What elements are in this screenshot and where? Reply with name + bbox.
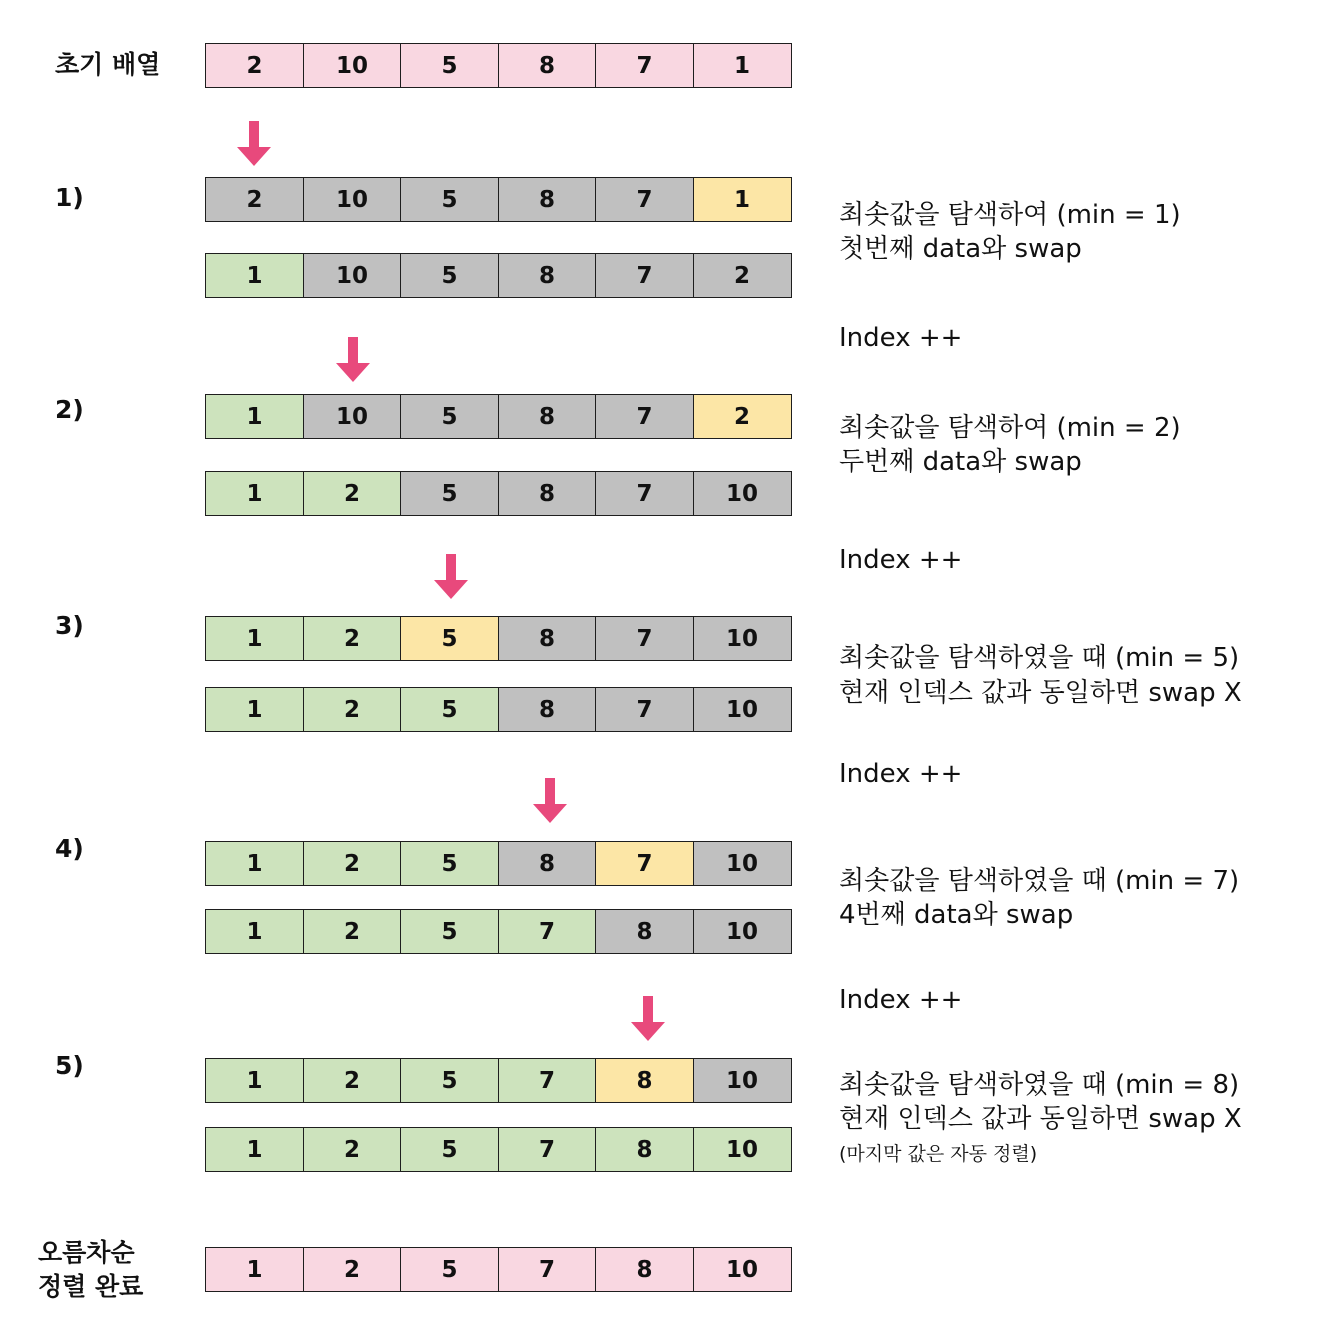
array-cell: 2	[303, 1058, 402, 1103]
note-step1-line2: 첫번째 data와 swap	[839, 234, 1082, 264]
array-cell: 1	[205, 841, 304, 886]
down-arrow-icon	[335, 337, 371, 383]
array-cell: 7	[595, 616, 694, 661]
array-cell: 10	[303, 177, 402, 222]
array-row-step5-result	[205, 1127, 799, 1172]
array-cell: 1	[205, 1127, 304, 1172]
array-cell: 1	[205, 909, 304, 954]
array-cell: 2	[303, 471, 402, 516]
array-cell: 10	[693, 1247, 792, 1292]
array-cell: 8	[498, 841, 597, 886]
step-label-2: 2)	[55, 395, 84, 424]
array-cell: 5	[400, 1127, 499, 1172]
array-row-step2-search	[205, 394, 799, 439]
array-cell: 7	[595, 177, 694, 222]
array-cell: 5	[400, 177, 499, 222]
array-cell: 5	[400, 1058, 499, 1103]
array-cell: 5	[400, 841, 499, 886]
index-increment-1: Index ++	[839, 323, 963, 353]
step-label-1: 1)	[55, 183, 84, 212]
array-cell: 2	[303, 616, 402, 661]
array-cell: 7	[595, 43, 694, 88]
array-cell: 7	[595, 253, 694, 298]
array-cell: 10	[693, 687, 792, 732]
array-cell: 7	[595, 841, 694, 886]
note-step5-line1: 최솟값을 탐색하였을 때 (min = 8)	[839, 1070, 1240, 1100]
final-label-line2: 정렬 완료	[38, 1272, 144, 1301]
array-cell: 1	[205, 253, 304, 298]
array-cell: 10	[303, 43, 402, 88]
array-cell: 8	[595, 1058, 694, 1103]
array-cell: 8	[498, 394, 597, 439]
step-label-3: 3)	[55, 611, 84, 640]
array-cell: 2	[303, 1127, 402, 1172]
array-cell: 8	[498, 177, 597, 222]
final-label-line1: 오름차순	[38, 1238, 135, 1267]
array-cell: 1	[693, 43, 792, 88]
array-row-step2-result	[205, 471, 799, 516]
array-row-step4-search	[205, 841, 799, 886]
array-cell: 2	[693, 253, 792, 298]
array-cell: 7	[595, 394, 694, 439]
down-arrow-icon	[532, 778, 568, 824]
array-cell: 10	[693, 1058, 792, 1103]
array-cell: 5	[400, 253, 499, 298]
array-cell: 1	[205, 1058, 304, 1103]
array-row-initial	[205, 43, 799, 88]
array-cell: 8	[498, 471, 597, 516]
note-step4-line2: 4번째 data와 swap	[839, 900, 1074, 930]
array-cell: 2	[303, 1247, 402, 1292]
array-cell: 8	[498, 43, 597, 88]
step-label-4: 4)	[55, 834, 84, 863]
array-cell: 1	[205, 1247, 304, 1292]
array-row-step5-search	[205, 1058, 799, 1103]
array-cell: 5	[400, 471, 499, 516]
array-cell: 2	[303, 909, 402, 954]
array-cell: 2	[205, 43, 304, 88]
array-row-step1-search	[205, 177, 799, 222]
down-arrow-icon	[630, 996, 666, 1042]
array-cell: 8	[595, 909, 694, 954]
array-cell: 5	[400, 1247, 499, 1292]
array-cell: 5	[400, 43, 499, 88]
array-cell: 5	[400, 687, 499, 732]
index-increment-3: Index ++	[839, 759, 963, 789]
array-row-step4-result	[205, 909, 799, 954]
array-cell: 1	[205, 394, 304, 439]
array-row-step1-result	[205, 253, 799, 298]
array-row-step3-search	[205, 616, 799, 661]
array-cell: 10	[303, 394, 402, 439]
array-cell: 2	[205, 177, 304, 222]
array-cell: 1	[205, 471, 304, 516]
note-step5-line3: (마지막 값은 자동 정렬)	[839, 1143, 1038, 1165]
array-cell: 8	[595, 1247, 694, 1292]
array-cell: 7	[498, 1058, 597, 1103]
index-increment-2: Index ++	[839, 545, 963, 575]
array-cell: 8	[595, 1127, 694, 1172]
array-cell: 8	[498, 253, 597, 298]
note-step5-line2: 현재 인덱스 값과 동일하면 swap X	[839, 1104, 1242, 1134]
note-step3-line2: 현재 인덱스 값과 동일하면 swap X	[839, 678, 1242, 708]
array-cell: 8	[498, 616, 597, 661]
array-cell: 1	[693, 177, 792, 222]
step-label-5: 5)	[55, 1051, 84, 1080]
array-cell: 7	[498, 909, 597, 954]
array-cell: 1	[205, 687, 304, 732]
note-step4-line1: 최솟값을 탐색하였을 때 (min = 7)	[839, 866, 1240, 896]
array-cell: 8	[498, 687, 597, 732]
array-cell: 10	[693, 909, 792, 954]
index-increment-4: Index ++	[839, 985, 963, 1015]
array-cell: 7	[498, 1247, 597, 1292]
array-cell: 7	[498, 1127, 597, 1172]
array-cell: 2	[693, 394, 792, 439]
array-cell: 5	[400, 616, 499, 661]
array-cell: 5	[400, 909, 499, 954]
array-cell: 1	[205, 616, 304, 661]
array-cell: 10	[693, 616, 792, 661]
array-cell: 2	[303, 687, 402, 732]
array-cell: 2	[303, 841, 402, 886]
array-row-step3-result	[205, 687, 799, 732]
note-step2-line1: 최솟값을 탐색하여 (min = 2)	[839, 413, 1181, 443]
note-step3-line1: 최솟값을 탐색하였을 때 (min = 5)	[839, 643, 1240, 673]
array-cell: 5	[400, 394, 499, 439]
down-arrow-icon	[433, 554, 469, 600]
array-row-final	[205, 1247, 799, 1292]
array-cell: 10	[693, 841, 792, 886]
note-step1-line1: 최솟값을 탐색하여 (min = 1)	[839, 200, 1181, 230]
array-cell: 10	[693, 471, 792, 516]
note-step2-line2: 두번째 data와 swap	[839, 447, 1082, 477]
array-cell: 7	[595, 687, 694, 732]
down-arrow-icon	[236, 121, 272, 167]
array-cell: 10	[303, 253, 402, 298]
initial-array-label: 초기 배열	[55, 50, 161, 79]
array-cell: 10	[693, 1127, 792, 1172]
array-cell: 7	[595, 471, 694, 516]
